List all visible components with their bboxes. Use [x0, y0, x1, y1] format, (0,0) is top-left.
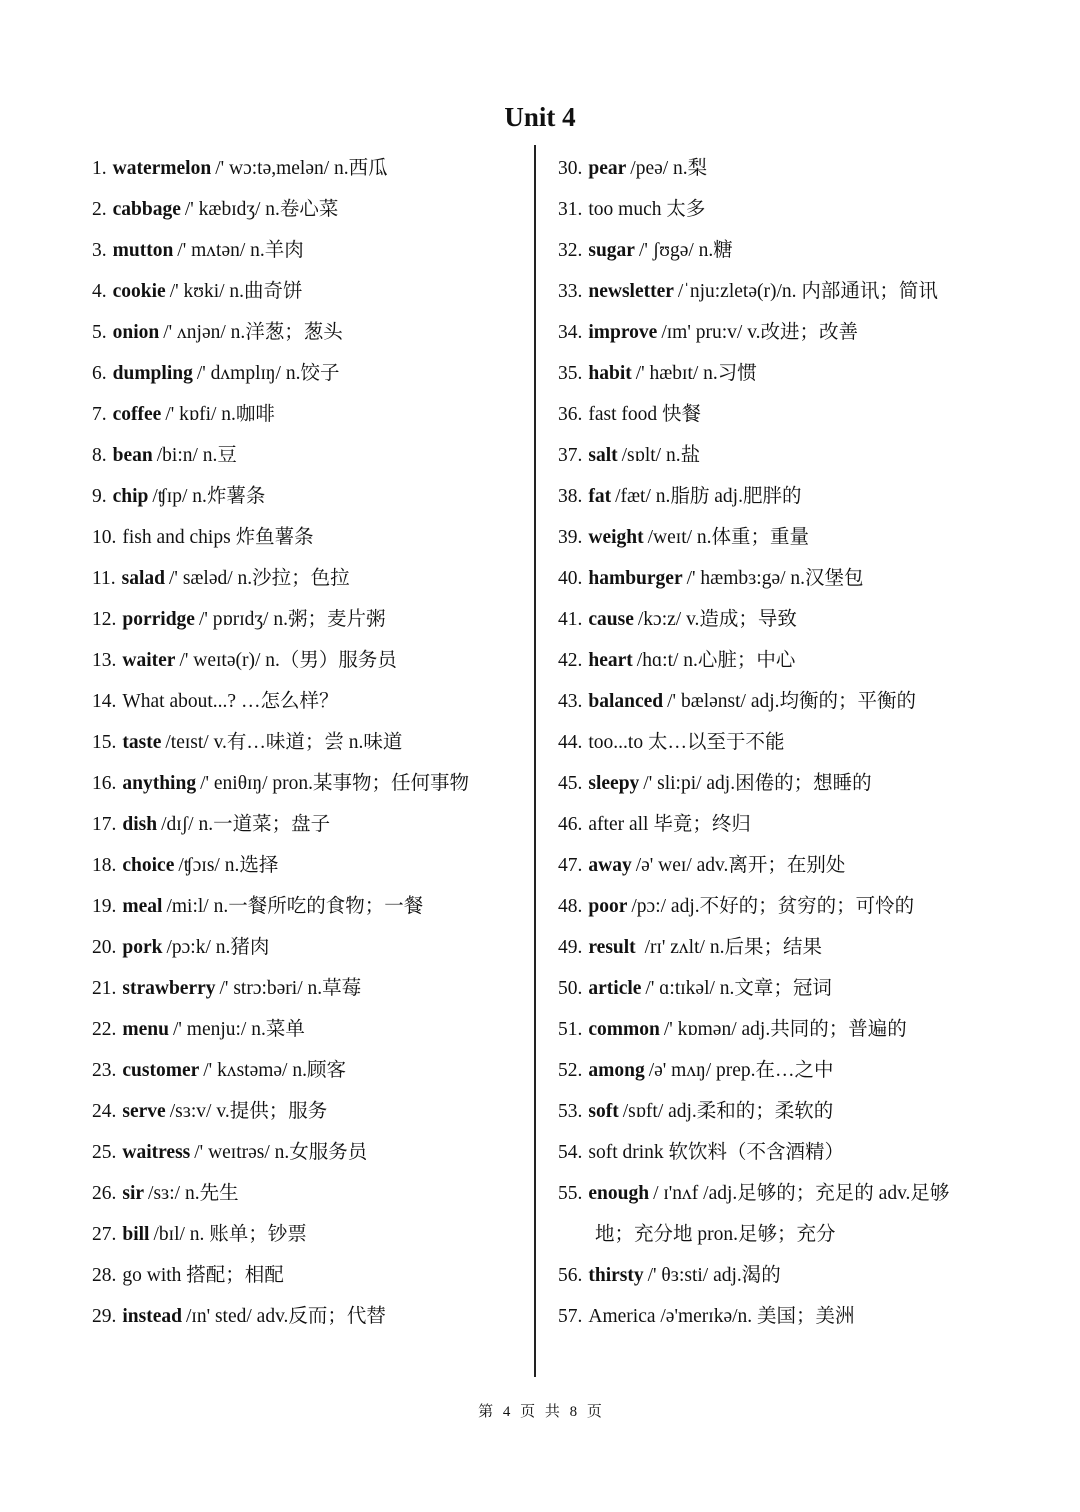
entry-number: 42. [558, 650, 583, 671]
vocab-entry [92, 476, 532, 517]
page-title: Unit 4 [504, 102, 576, 132]
entry-word: sugar [588, 240, 635, 261]
entry-word: newsletter [588, 281, 674, 302]
entry-number: 52. [558, 1060, 583, 1081]
entry-definition: /dɪʃ/ n.一道菜；盘子 [161, 814, 331, 835]
entry-number: 33. [558, 281, 583, 302]
entry-definition: /ʧɪp/ n.炸薯条 [152, 486, 266, 507]
entry-word: among [588, 1060, 645, 1081]
entry-word: onion [112, 322, 160, 343]
entry-definition: /sɒft/ adj.柔和的；柔软的 [622, 1101, 834, 1122]
entry-word: heart [588, 650, 633, 671]
entry-word: hamburger [588, 568, 683, 589]
entry-word: habit [588, 363, 632, 384]
entry-word: mutton [112, 240, 174, 261]
vocab-entry [558, 148, 1008, 189]
right-column [558, 148, 1008, 1337]
entry-definition: /' dʌmplɪŋ/ n.饺子 [196, 363, 340, 384]
entry-word: thirsty [588, 1265, 644, 1286]
entry-definition: /' sli:pi/ adj.困倦的；想睡的 [643, 773, 872, 794]
entry-number: 57. [558, 1306, 583, 1327]
entry-number: 23. [92, 1060, 117, 1081]
entry-word: porridge [122, 609, 195, 630]
entry-number: 35. [558, 363, 583, 384]
entry-number: 7. [92, 404, 107, 425]
vocab-entry [92, 1009, 532, 1050]
entry-number: 50. [558, 978, 583, 999]
entry-word: taste [122, 732, 162, 753]
entry-number: 18. [92, 855, 117, 876]
entry-number: 27. [92, 1224, 117, 1245]
vocab-entry [92, 517, 532, 558]
vocab-entry [558, 927, 1008, 968]
vocab-entry [92, 558, 532, 599]
entry-definition: /' kʌstəmə/ n.顾客 [203, 1060, 346, 1081]
entry-definition: /' hæbɪt/ n.习惯 [635, 363, 757, 384]
entry-number: 5. [92, 322, 107, 343]
entry-definition: /ə' mʌŋ/ prep.在…之中 [648, 1060, 834, 1081]
entry-definition: /' kɒfi/ n.咖啡 [165, 404, 275, 425]
vocab-entry [92, 599, 532, 640]
vocab-entry [92, 927, 532, 968]
vocab-entry [92, 1132, 532, 1173]
entry-definition: /pɔ:/ adj.不好的；贫穷的；可怜的 [631, 896, 915, 917]
entry-word: bean [112, 445, 153, 466]
entry-number: 15. [92, 732, 117, 753]
entry-number: 26. [92, 1183, 117, 1204]
entry-definition: /mi:l/ n.一餐所吃的食物；一餐 [166, 896, 424, 917]
entry-word: instead [122, 1306, 182, 1327]
vocab-entry [558, 353, 1008, 394]
entry-definition: /' eniθɪŋ/ pron.某事物；任何事物 [200, 773, 470, 794]
entry-definition: /' hæmbɜ:gə/ n.汉堡包 [686, 568, 864, 589]
vocab-entry [92, 681, 532, 722]
vocab-entry [558, 1050, 1008, 1091]
entry-word: watermelon [112, 158, 212, 179]
entry-number: 53. [558, 1101, 583, 1122]
entry-number: 6. [92, 363, 107, 384]
entry-number: 2. [92, 199, 107, 220]
entry-definition: /fæt/ n.脂肪 adj.肥胖的 [615, 486, 802, 507]
entry-number: 49. [558, 937, 583, 958]
entry-definition: /' kɒmən/ adj.共同的；普遍的 [663, 1019, 907, 1040]
entry-word: waiter [122, 650, 176, 671]
entry-word: anything [122, 773, 197, 794]
vocab-entry [558, 804, 1008, 845]
entry-number: 44. [558, 732, 583, 753]
entry-word: salad [121, 568, 166, 589]
entry-word: strawberry [122, 978, 216, 999]
entry-word: cookie [112, 281, 166, 302]
footer-page-number: 4 [502, 1404, 511, 1420]
entry-definition-continued: 地；充分地 pron.足够；充分 [595, 1224, 836, 1245]
entry-number: 34. [558, 322, 583, 343]
entry-word: weight [588, 527, 644, 548]
vocab-entry [558, 312, 1008, 353]
entry-number: 46. [558, 814, 583, 835]
entry-phrase: America /ə'merɪkə/n. 美国；美洲 [588, 1306, 855, 1327]
column-divider [534, 145, 536, 1377]
entry-word: fat [588, 486, 612, 507]
vocab-entry [92, 1173, 532, 1214]
entry-number: 51. [558, 1019, 583, 1040]
entry-number: 40. [558, 568, 583, 589]
vocab-entry [558, 640, 1008, 681]
entry-number: 11. [92, 568, 116, 589]
vocab-entry [92, 312, 532, 353]
vocab-entry [92, 968, 532, 1009]
vocab-entry [558, 968, 1008, 1009]
page-footer [0, 1400, 1080, 1421]
vocab-entry [92, 1255, 532, 1296]
entry-number: 24. [92, 1101, 117, 1122]
entry-word: sleepy [588, 773, 640, 794]
entry-word: choice [122, 855, 175, 876]
vocab-entry [92, 148, 532, 189]
entry-definition: /rɪ' zʌlt/ n.后果；结果 [639, 937, 822, 958]
vocab-entry [92, 271, 532, 312]
entry-definition: /kɔ:z/ v.造成；导致 [637, 609, 797, 630]
vocab-entry [558, 722, 1008, 763]
entry-word: meal [122, 896, 163, 917]
entry-definition: /bɪl/ n. 账单；钞票 [153, 1224, 307, 1245]
entry-number: 56. [558, 1265, 583, 1286]
entry-definition: /sɜ:/ n.先生 [148, 1183, 239, 1204]
vocab-entry [558, 1173, 1008, 1255]
entry-definition: /pɔ:k/ n.猪肉 [166, 937, 270, 958]
left-column [92, 148, 532, 1337]
entry-word: soft [588, 1101, 619, 1122]
entry-number: 47. [558, 855, 583, 876]
vocab-entry [558, 558, 1008, 599]
vocab-entry [558, 230, 1008, 271]
entry-number: 39. [558, 527, 583, 548]
entry-word: waitress [122, 1142, 191, 1163]
entry-definition: /' wɔ:tə,melən/ n.西瓜 [215, 158, 388, 179]
entry-number: 20. [92, 937, 117, 958]
entry-number: 13. [92, 650, 117, 671]
entry-definition: /bi:n/ n.豆 [156, 445, 237, 466]
vocab-entry [92, 1091, 532, 1132]
vocab-entry [92, 804, 532, 845]
entry-definition: /' strɔ:bəri/ n.草莓 [219, 978, 362, 999]
entry-number: 54. [558, 1142, 583, 1163]
footer-total-pages: 8 [569, 1404, 578, 1420]
entry-number: 8. [92, 445, 107, 466]
entry-word: menu [122, 1019, 169, 1040]
entry-number: 36. [558, 404, 583, 425]
entry-number: 29. [92, 1306, 117, 1327]
entry-word: balanced [588, 691, 664, 712]
vocab-entry [558, 271, 1008, 312]
vocab-entry [92, 886, 532, 927]
vocab-entry [92, 189, 532, 230]
entry-number: 37. [558, 445, 583, 466]
entry-definition: /' ʃʊgə/ n.糖 [638, 240, 733, 261]
entry-definition: /' bælənst/ adj.均衡的；平衡的 [667, 691, 917, 712]
entry-word: bill [122, 1224, 150, 1245]
entry-definition: /' θɜ:sti/ adj.渴的 [647, 1265, 781, 1286]
entry-number: 38. [558, 486, 583, 507]
entry-word: coffee [112, 404, 162, 425]
footer-page-unit: 页 [520, 1404, 536, 1420]
entry-phrase: What about...? …怎么样？ [122, 691, 339, 712]
entry-number: 9. [92, 486, 107, 507]
vocab-entry [558, 517, 1008, 558]
vocab-entry [92, 1214, 532, 1255]
vocab-entry [558, 1132, 1008, 1173]
entry-word: chip [112, 486, 149, 507]
entry-number: 48. [558, 896, 583, 917]
entry-number: 19. [92, 896, 117, 917]
entry-definition: /hɑ:t/ n.心脏；中心 [636, 650, 796, 671]
entry-number: 17. [92, 814, 117, 835]
entry-number: 4. [92, 281, 107, 302]
entry-number: 21. [92, 978, 117, 999]
vocab-entry [92, 394, 532, 435]
entry-number: 31. [558, 199, 583, 220]
entry-word: cabbage [112, 199, 181, 220]
entry-word: serve [122, 1101, 166, 1122]
entry-definition: / ɪ'nʌf /adj.足够的；充足的 adv.足够 [653, 1183, 950, 1204]
vocab-entry [558, 886, 1008, 927]
vocab-entry [558, 1091, 1008, 1132]
entry-definition: /' sæləd/ n.沙拉；色拉 [169, 568, 350, 589]
footer-prefix: 第 [478, 1404, 494, 1420]
vocab-entry [558, 394, 1008, 435]
entry-definition: /weɪt/ n.体重；重量 [647, 527, 810, 548]
entry-definition: /' mʌtən/ n.羊肉 [177, 240, 304, 261]
entry-word: pork [122, 937, 163, 958]
entry-number: 14. [92, 691, 117, 712]
vocab-entry [92, 722, 532, 763]
entry-word: salt [588, 445, 618, 466]
entry-number: 45. [558, 773, 583, 794]
vocab-entry [92, 353, 532, 394]
entry-definition: /' ɑ:tɪkəl/ n.文章；冠词 [645, 978, 832, 999]
entry-word: dish [122, 814, 158, 835]
entry-number: 41. [558, 609, 583, 630]
entry-definition: /' weɪtrəs/ n.女服务员 [194, 1142, 368, 1163]
entry-phrase: soft drink 软饮料（不含酒精） [588, 1142, 845, 1163]
entry-phrase: fish and chips 炸鱼薯条 [122, 527, 314, 548]
vocab-entry [558, 476, 1008, 517]
entry-number: 32. [558, 240, 583, 261]
entry-definition: /teɪst/ v.有…味道；尝 n.味道 [165, 732, 403, 753]
vocab-entry [92, 845, 532, 886]
entry-phrase: go with 搭配；相配 [122, 1265, 284, 1286]
entry-definition: /' ʌnjən/ n.洋葱；葱头 [163, 322, 343, 343]
entry-number: 10. [92, 527, 117, 548]
footer-total-unit: 页 [586, 1404, 602, 1420]
entry-word: article [588, 978, 642, 999]
entry-definition: /' kæbɪdʒ/ n.卷心菜 [184, 199, 339, 220]
entry-definition: /ˈnju:zletə(r)/n. 内部通讯；简讯 [677, 281, 938, 302]
entry-phrase: too much 太多 [588, 199, 706, 220]
entry-number: 25. [92, 1142, 117, 1163]
entry-number: 1. [92, 158, 107, 179]
entry-definition: /ə' weɪ/ adv.离开；在别处 [635, 855, 846, 876]
vocab-entry [558, 1009, 1008, 1050]
footer-total-label: 共 [544, 1404, 560, 1420]
entry-number: 3. [92, 240, 107, 261]
vocab-entry [92, 435, 532, 476]
entry-word: dumpling [112, 363, 193, 384]
entry-definition: /' pɒrɪdʒ/ n.粥；麦片粥 [198, 609, 386, 630]
entry-number: 22. [92, 1019, 117, 1040]
entry-word: poor [588, 896, 628, 917]
entry-phrase: after all 毕竟；终归 [588, 814, 751, 835]
entry-word: result [588, 937, 636, 958]
entry-number: 30. [558, 158, 583, 179]
entry-definition: /' weɪtə(r)/ n.（男）服务员 [179, 650, 397, 671]
entry-word: common [588, 1019, 660, 1040]
entry-phrase: too...to 太…以至于不能 [588, 732, 785, 753]
vocab-entry [558, 681, 1008, 722]
entry-word: cause [588, 609, 634, 630]
entry-definition: /ɪm' pru:v/ v.改进；改善 [661, 322, 859, 343]
entry-definition: /sɒlt/ n.盐 [621, 445, 701, 466]
entry-number: 28. [92, 1265, 117, 1286]
entry-definition: /sɜ:v/ v.提供；服务 [169, 1101, 328, 1122]
vocab-entry [92, 640, 532, 681]
vocab-entry [558, 1296, 1008, 1337]
entry-definition: /' kʊki/ n.曲奇饼 [169, 281, 303, 302]
vocab-entry [92, 763, 532, 804]
entry-definition: /peə/ n.梨 [630, 158, 708, 179]
entry-number: 55. [558, 1183, 583, 1204]
entry-phrase: fast food 快餐 [588, 404, 702, 425]
vocab-entry [558, 1255, 1008, 1296]
entry-definition: /ɪn' sted/ adv.反而；代替 [185, 1306, 386, 1327]
vocab-entry [558, 763, 1008, 804]
entry-definition: /' menju:/ n.菜单 [172, 1019, 305, 1040]
entry-word: customer [122, 1060, 200, 1081]
entry-number: 43. [558, 691, 583, 712]
entry-word: away [588, 855, 632, 876]
vocab-entry [92, 1050, 532, 1091]
entry-number: 16. [92, 773, 117, 794]
entry-word: improve [588, 322, 658, 343]
vocab-entry [558, 189, 1008, 230]
vocab-entry [92, 230, 532, 271]
vocab-entry [558, 599, 1008, 640]
entry-definition: /ʧɔɪs/ n.选择 [178, 855, 279, 876]
vocab-entry [92, 1296, 532, 1337]
entry-word: enough [588, 1183, 650, 1204]
entry-word: sir [122, 1183, 145, 1204]
entry-number: 12. [92, 609, 117, 630]
entry-word: pear [588, 158, 627, 179]
vocab-entry [558, 435, 1008, 476]
vocab-entry [558, 845, 1008, 886]
